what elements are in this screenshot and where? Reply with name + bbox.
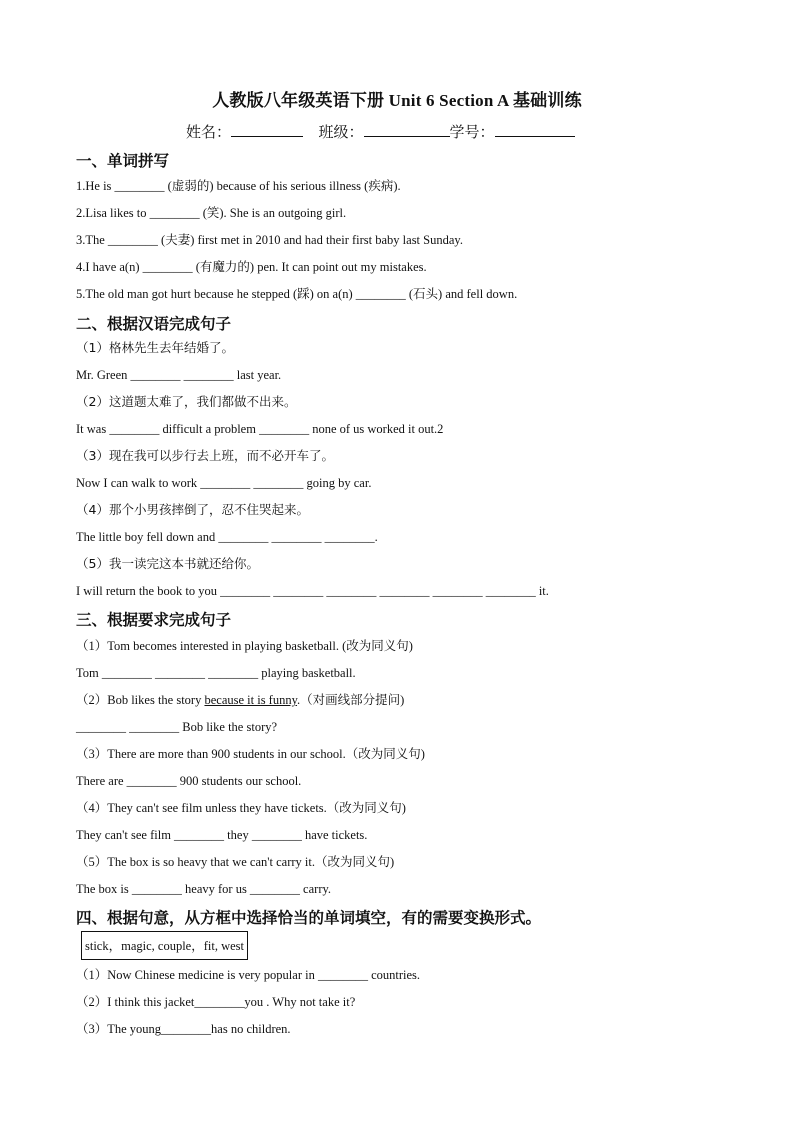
question-line: 3.The ________ (夫妻) first met in 2010 and had their first baby last Sunday. xyxy=(76,233,463,247)
word-box: stick，magic, couple，fit, west xyxy=(81,931,248,960)
name-blank[interactable] xyxy=(231,122,303,137)
underlined-phrase: because it is funny xyxy=(204,693,298,707)
prompt-text: （2）Bob likes the story xyxy=(76,693,205,707)
question-line: （1）Now Chinese medicine is very popular in ________ countries. xyxy=(76,968,421,982)
question-prompt: （4）They can't see film unless they have tickets.（改为同义句) xyxy=(76,801,406,815)
id-label: 学号： xyxy=(449,125,495,141)
question-line: Mr. Green ________ ________ last year. xyxy=(76,368,282,382)
question-line: The little boy fell down and ________ ________ ________. xyxy=(76,530,378,544)
class-label: 班级： xyxy=(318,125,364,141)
student-info xyxy=(186,121,575,142)
question-line: Now I can walk to work ________ ________ going by car. xyxy=(76,476,372,490)
class-blank[interactable] xyxy=(364,122,450,137)
page-title: 人教版八年级英语下册 Unit 6 Section A 基础训练 xyxy=(212,91,582,110)
question-prompt: （1）格林先生去年结婚了。 xyxy=(76,340,234,355)
question-line: Tom ________ ________ ________ playing basketball. xyxy=(76,666,356,680)
question-prompt: （2）这道题太难了，我们都做不出来。 xyxy=(76,394,297,409)
question-line: 4.I have a(n) ________ (有魔力的) pen. It can point out my mistakes. xyxy=(76,260,427,274)
question-line: It was ________ difficult a problem ________ none of us worked it out.2 xyxy=(76,422,444,436)
question-prompt: （3）There are more than 900 students in our school.（改为同义句) xyxy=(76,747,425,761)
question-prompt: （3）现在我可以步行去上班，而不必开车了。 xyxy=(76,448,334,463)
question-line: 2.Lisa likes to ________ (笑). She is an outgoing girl. xyxy=(76,206,347,220)
question-line: （3）The young________has no children. xyxy=(76,1022,291,1036)
section-heading-2: 二、根据汉语完成句子 xyxy=(76,316,232,333)
id-blank[interactable] xyxy=(495,122,575,137)
question-prompt: （1）Tom becomes interested in playing basketball. (改为同义句) xyxy=(76,639,413,653)
prompt-instruction: .（对画线部分提问) xyxy=(297,693,405,707)
question-prompt: （4）那个小男孩摔倒了，忍不住哭起来。 xyxy=(76,502,309,517)
question-prompt: （5）The box is so heavy that we can't carry it.（改为同义句) xyxy=(76,855,395,869)
question-line: I will return the book to you ________ ________ ________ ________ ________ ________ it. xyxy=(76,584,549,598)
question-line: 5.The old man got hurt because he stepped (踩) on a(n) ________ (石头) and fell down. xyxy=(76,287,518,301)
section-heading-3: 三、根据要求完成句子 xyxy=(76,612,232,629)
question-line: There are ________ 900 students our school. xyxy=(76,774,302,788)
question-line: They can't see film ________ they ________ have tickets. xyxy=(76,828,368,842)
question-line: The box is ________ heavy for us ________ carry. xyxy=(76,882,332,896)
question-line: （2）I think this jacket________you . Why not take it? xyxy=(76,995,356,1009)
section-heading-4: 四、根据句意，从方框中选择恰当的单词填空，有的需要变换形式。 xyxy=(76,910,542,927)
section-heading-1: 一、单词拼写 xyxy=(76,153,170,170)
name-label: 姓名： xyxy=(186,125,232,141)
question-prompt xyxy=(76,692,404,708)
question-line: ________ ________ Bob like the story? xyxy=(76,720,278,734)
question-line: 1.He is ________ (虚弱的) because of his serious illness (疾病). xyxy=(76,179,401,193)
question-prompt: （5）我一读完这本书就还给你。 xyxy=(76,556,259,571)
